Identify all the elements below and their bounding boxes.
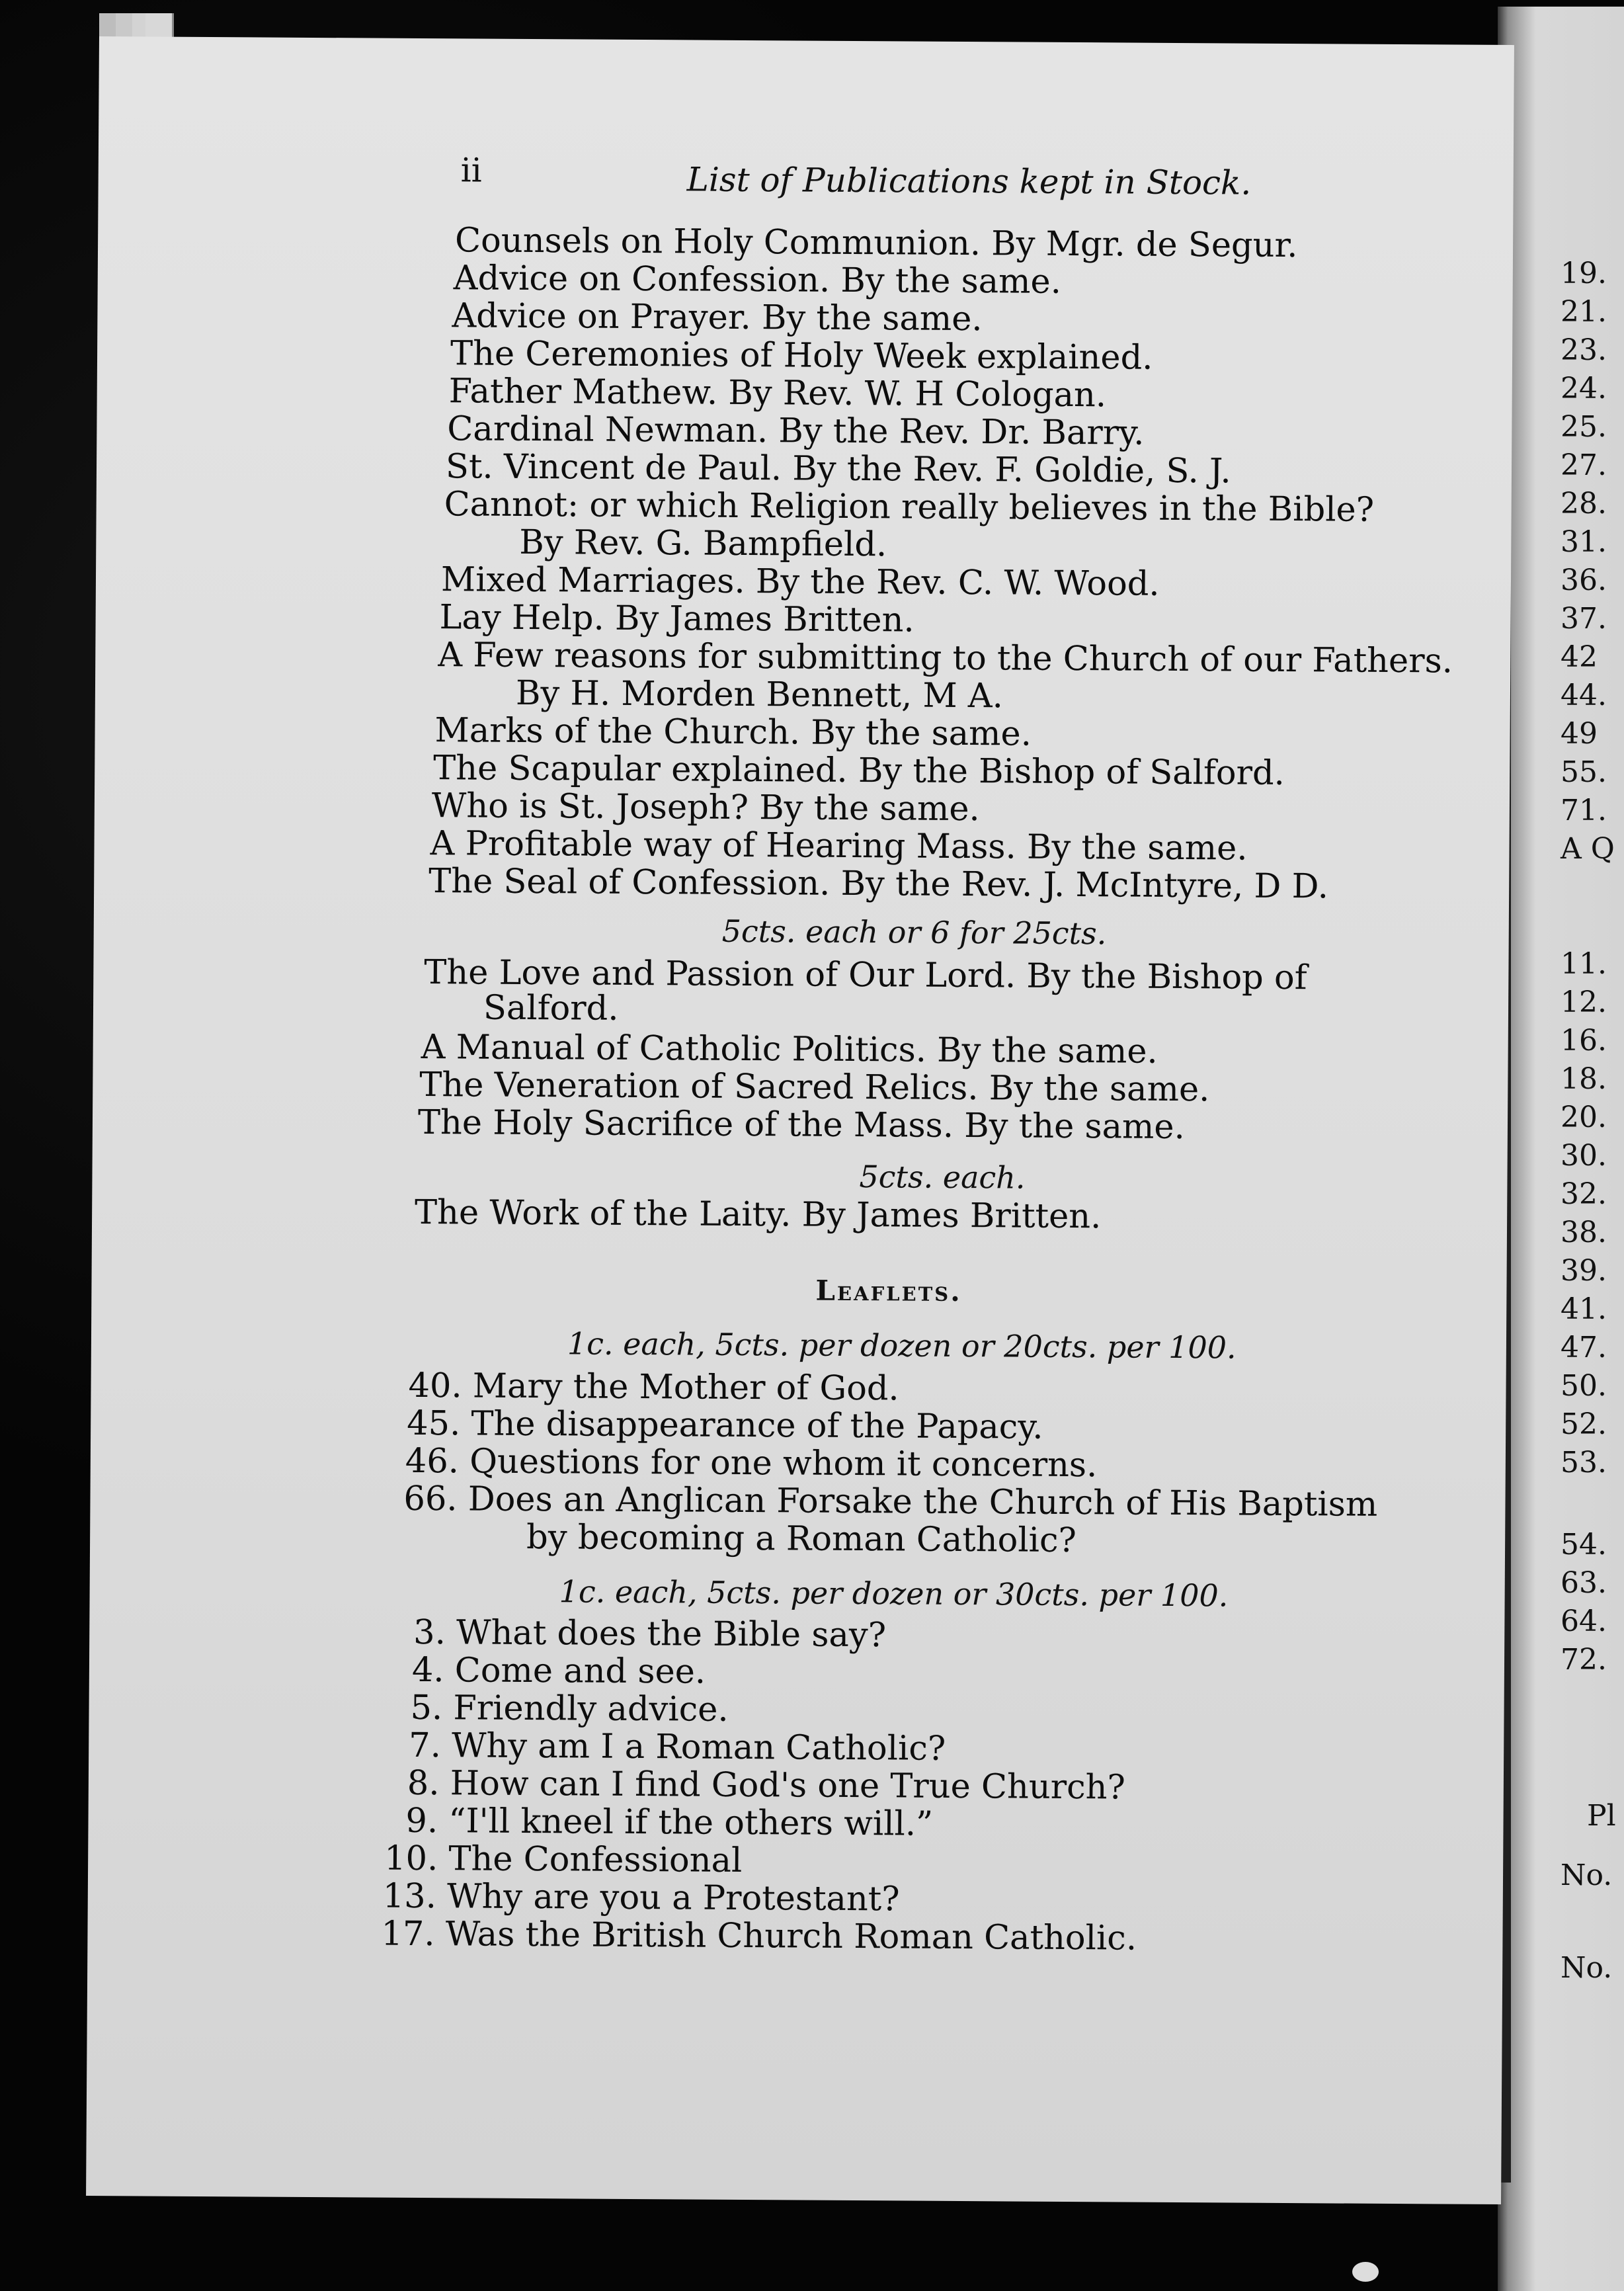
list-item: St. Vincent de Paul. By the Rev. F. Goldie, S. J. — [445, 447, 1231, 491]
price-note: 5cts. each or 6 for 25cts. — [721, 913, 1107, 952]
facing-number: 23. — [1561, 333, 1607, 367]
list-item: A Profitable way of Hearing Mass. By the same. — [430, 824, 1248, 868]
list-item: By H. Morden Bennett, M A. — [515, 673, 1004, 716]
facing-number: 12. — [1561, 985, 1607, 1019]
facing-number: 72. — [1561, 1643, 1607, 1677]
list-item: The Holy Sacrifice of the Mass. By the same. — [417, 1103, 1185, 1147]
list-item: Marks of the Church. By the same. — [434, 711, 1032, 754]
page-header: List of Publications kept in Stock. — [686, 160, 1252, 202]
facing-number: 25. — [1561, 410, 1607, 444]
facing-number: 49 — [1561, 717, 1598, 751]
leaflet-item: 9. “I'll kneel if the others will.” — [405, 1801, 934, 1844]
facing-number: 39. — [1561, 1254, 1607, 1288]
leaflet-item: 5. Friendly advice. — [410, 1688, 729, 1729]
facing-number: 71. — [1561, 794, 1607, 827]
facing-number: 28. — [1561, 487, 1607, 521]
facing-number: A Q — [1561, 832, 1615, 866]
facing-number: 32. — [1561, 1177, 1607, 1211]
facing-number: 16. — [1561, 1024, 1607, 1058]
facing-number: 41. — [1561, 1292, 1607, 1326]
facing-number: No. — [1561, 1951, 1613, 1985]
facing-number: 19. — [1561, 257, 1607, 290]
facing-number: 37. — [1561, 602, 1607, 636]
page-number: ii — [460, 151, 482, 190]
list-item: A Manual of Catholic Politics. By the same. — [421, 1028, 1158, 1071]
facing-number: 30. — [1561, 1139, 1607, 1173]
leaflet-item: 8. How can I find God's one True Church? — [407, 1763, 1125, 1808]
facing-number: 44. — [1561, 679, 1607, 712]
facing-number: 11. — [1561, 947, 1607, 981]
list-item: Salford. — [483, 988, 619, 1028]
facing-number: 47. — [1561, 1331, 1607, 1364]
facing-number: 55. — [1561, 755, 1607, 789]
book-page — [86, 36, 1514, 2204]
leaflet-item: 45. The disappearance of the Papacy. — [407, 1403, 1043, 1447]
leaflet-item: 13. Why are you a Protestant? — [382, 1876, 900, 1919]
list-item: The Seal of Confession. By the Rev. J. McIntyre, D D. — [428, 862, 1329, 907]
facing-number: 38. — [1561, 1216, 1607, 1249]
list-item: Advice on Confession. By the same. — [453, 259, 1062, 302]
list-item: The Scapular explained. By the Bishop of Salford. — [433, 749, 1285, 793]
facing-number: Pl — [1587, 1799, 1616, 1833]
list-item: By Rev. G. Bampfield. — [519, 522, 887, 565]
leaflet-item: 40. Mary the Mother of God. — [408, 1366, 899, 1409]
facing-number: 53. — [1561, 1446, 1607, 1479]
facing-number: 20. — [1561, 1101, 1607, 1134]
price-note: 1c. each, 5cts. per dozen or 20cts. per 100. — [567, 1325, 1237, 1366]
facing-number: 63. — [1561, 1566, 1607, 1600]
facing-number: 54. — [1561, 1528, 1607, 1562]
list-item: Cardinal Newman. By the Rev. Dr. Barry. — [447, 409, 1145, 453]
leaflet-item: 46. Questions for one whom it concerns. — [405, 1441, 1098, 1485]
leaflet-item: 66. Does an Anglican Forsake the Church of His Baptism — [403, 1479, 1378, 1524]
scan-artifact — [1352, 2262, 1379, 2282]
price-note: 1c. each, 5cts. per dozen or 30cts. per 100. — [559, 1573, 1229, 1614]
section-title: Leaflets. — [815, 1274, 962, 1308]
leaflet-item: 17. Was the British Church Roman Catholic. — [381, 1914, 1137, 1958]
leaflet-item: by becoming a Roman Catholic? — [526, 1517, 1077, 1561]
list-item: The Ceremonies of Holy Week explained. — [450, 334, 1153, 378]
facing-number: 27. — [1561, 448, 1607, 482]
list-item: The Work of the Laity. By James Britten. — [414, 1192, 1102, 1237]
facing-number: No. — [1561, 1858, 1613, 1892]
leaflet-item: 3. What does the Bible say? — [413, 1612, 887, 1655]
facing-number: 52. — [1561, 1407, 1607, 1441]
leaflet-item: 10. The Confessional — [384, 1839, 743, 1880]
price-note: 5cts. each. — [859, 1159, 1026, 1196]
list-item: Lay Help. By James Britten. — [439, 598, 914, 640]
leaflet-item: 4. Come and see. — [411, 1650, 706, 1692]
list-item: A Few reasons for submitting to the Church of our Fathers. — [438, 636, 1453, 681]
list-item: Father Mathew. By Rev. W. H Cologan. — [448, 372, 1107, 415]
leaflet-item: 7. Why am I a Roman Catholic? — [409, 1726, 946, 1769]
facing-number: 18. — [1561, 1062, 1607, 1096]
list-item: Mixed Marriages. By the Rev. C. W. Wood. — [440, 560, 1160, 604]
list-item: The Love and Passion of Our Lord. By the Bishop of — [424, 953, 1307, 998]
facing-number: 21. — [1561, 295, 1607, 329]
list-item: Cannot: or which Religion really believes in the Bible? — [444, 485, 1375, 530]
facing-number: 42 — [1561, 640, 1598, 674]
list-item: Counsels on Holy Communion. By Mgr. de Segur. — [454, 221, 1298, 266]
list-item: The Veneration of Sacred Relics. By the same. — [419, 1065, 1210, 1110]
facing-number: 24. — [1561, 372, 1607, 405]
facing-number: 50. — [1561, 1369, 1607, 1403]
list-item: Advice on Prayer. By the same. — [452, 296, 983, 339]
list-item: Who is St. Joseph? By the same. — [431, 786, 980, 829]
facing-number: 31. — [1561, 525, 1607, 559]
facing-number: 36. — [1561, 563, 1607, 597]
facing-number: 64. — [1561, 1604, 1607, 1638]
